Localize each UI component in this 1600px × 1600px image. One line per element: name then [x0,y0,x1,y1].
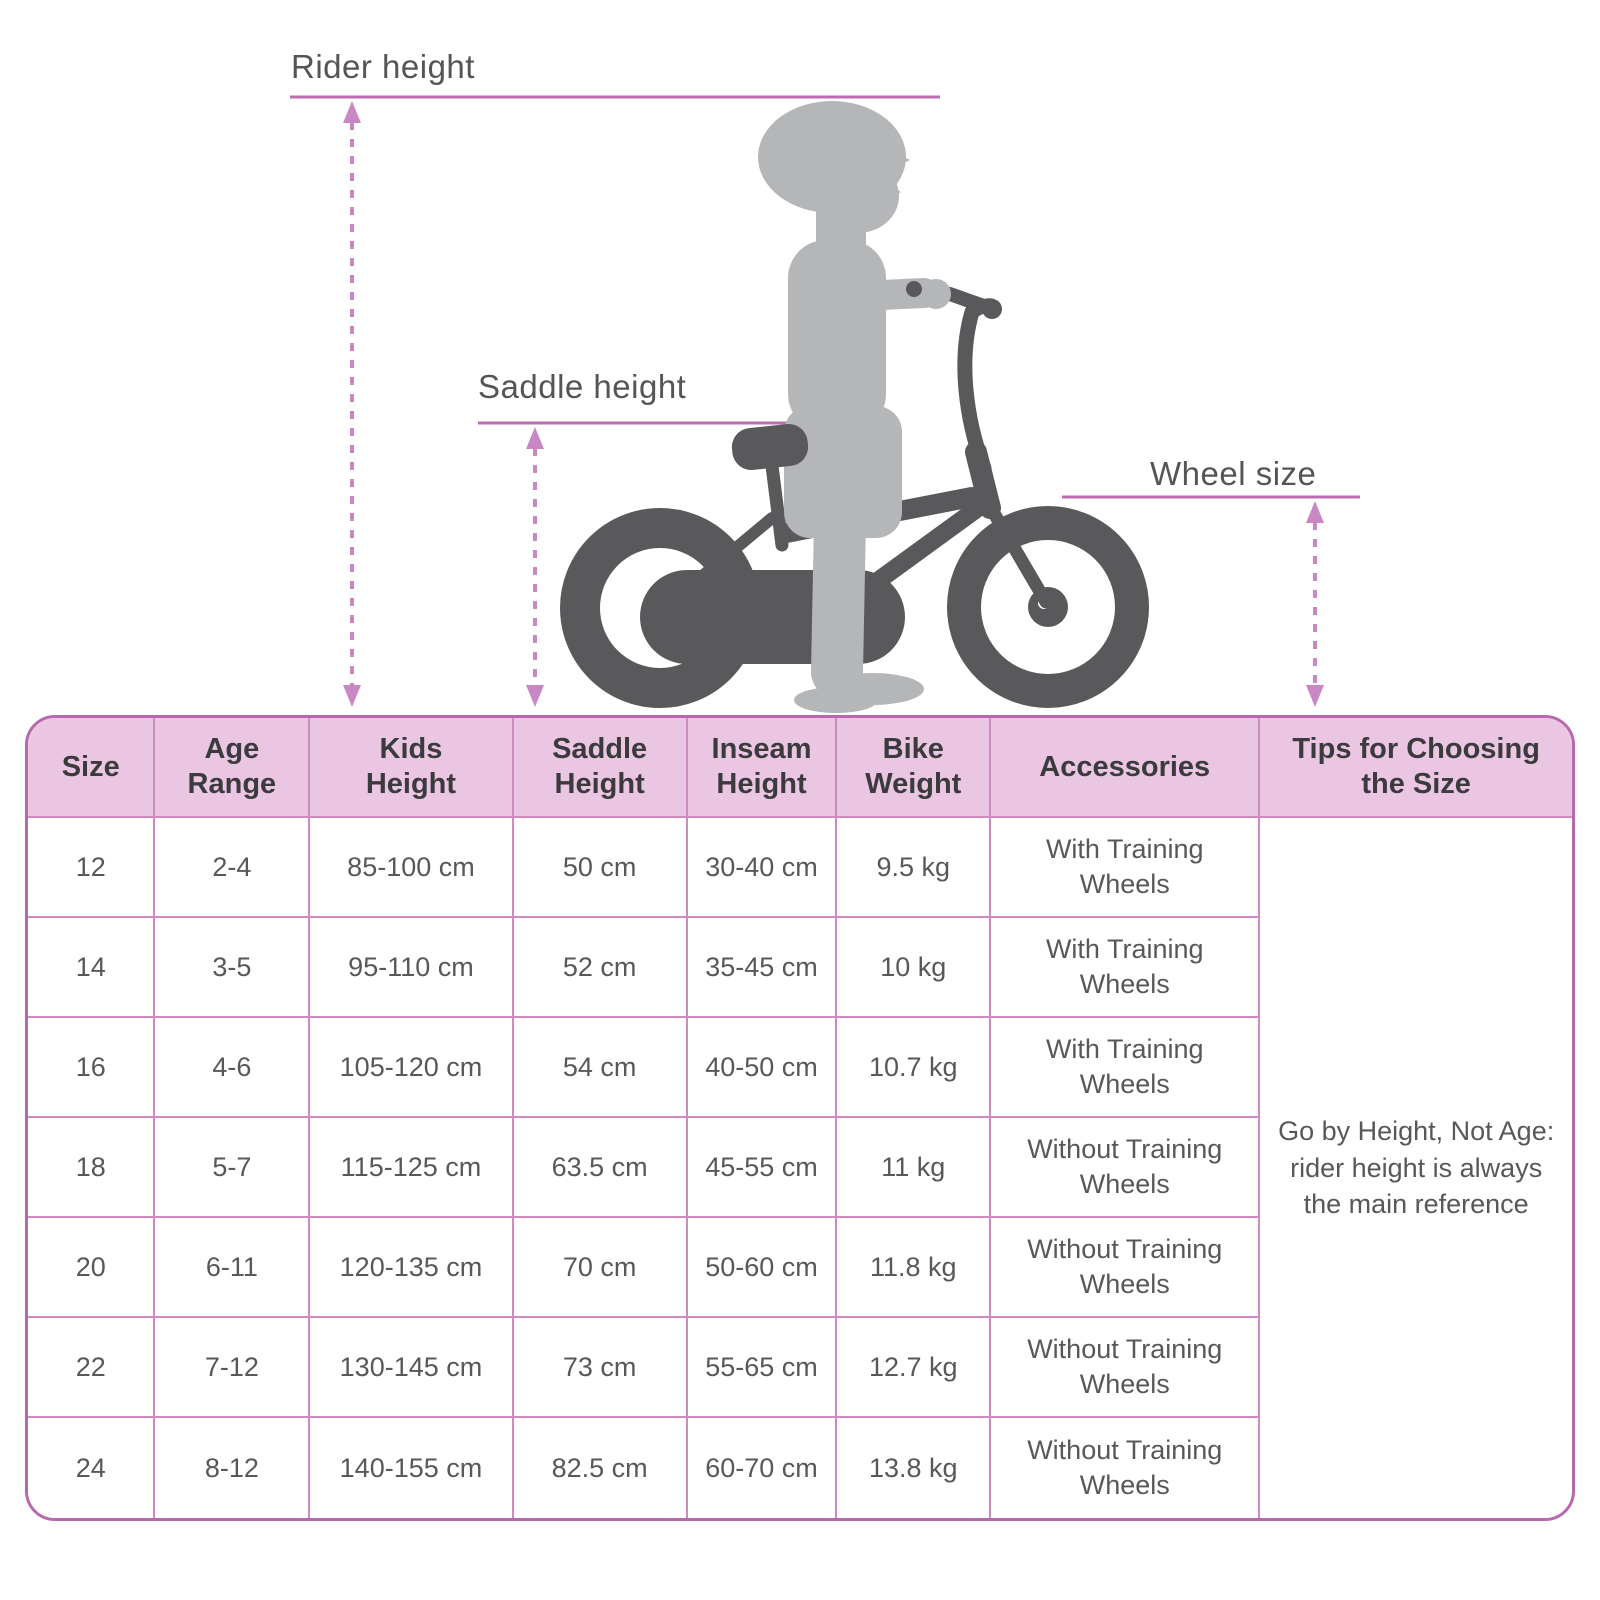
bike-measurement-illustration [0,0,1600,715]
cell-age-range: 6-11 [155,1218,310,1318]
cell-inseam-height: 45-55 cm [688,1118,838,1218]
column-header-kids-height: Kids Height [310,718,513,818]
rider-height-label: Rider height [291,48,475,85]
cell-saddle-height: 63.5 cm [514,1118,688,1218]
cell-tips-merged: Go by Height, Not Age: rider height is always the main reference [1260,818,1572,1518]
wheel-size-label: Wheel size [1150,455,1317,492]
cell-kids-height: 130-145 cm [310,1318,513,1418]
cell-saddle-height: 50 cm [514,818,688,918]
cell-age-range: 4-6 [155,1018,310,1118]
cell-inseam-height: 60-70 cm [688,1418,838,1518]
column-header-size: Size [28,718,155,818]
cell-size: 16 [28,1018,155,1118]
cell-size: 12 [28,818,155,918]
cell-kids-height: 105-120 cm [310,1018,513,1118]
cell-age-range: 2-4 [155,818,310,918]
cell-size: 14 [28,918,155,1018]
cell-size: 18 [28,1118,155,1218]
cell-age-range: 7-12 [155,1318,310,1418]
cell-saddle-height: 52 cm [514,918,688,1018]
cell-bike-weight: 10 kg [837,918,991,1018]
cell-kids-height: 140-155 cm [310,1418,513,1518]
cell-age-range: 3-5 [155,918,310,1018]
column-header-accessories: Accessories [991,718,1260,818]
cell-kids-height: 95-110 cm [310,918,513,1018]
cell-accessories: Without Training Wheels [991,1418,1260,1518]
cell-accessories: Without Training Wheels [991,1118,1260,1218]
cell-inseam-height: 30-40 cm [688,818,838,918]
cell-inseam-height: 40-50 cm [688,1018,838,1118]
column-header-tips: Tips for Choosing the Size [1260,718,1572,818]
cell-inseam-height: 35-45 cm [688,918,838,1018]
cell-accessories: With Training Wheels [991,918,1260,1018]
table-row-size-12 [28,818,1572,918]
cell-age-range: 8-12 [155,1418,310,1518]
column-header-bike-weight: Bike Weight [837,718,991,818]
cell-bike-weight: 11 kg [837,1118,991,1218]
cell-accessories: Without Training Wheels [991,1218,1260,1318]
cell-bike-weight: 13.8 kg [837,1418,991,1518]
cell-kids-height: 120-135 cm [310,1218,513,1318]
cell-bike-weight: 9.5 kg [837,818,991,918]
cell-kids-height: 115-125 cm [310,1118,513,1218]
cell-saddle-height: 73 cm [514,1318,688,1418]
cell-size: 20 [28,1218,155,1318]
cell-inseam-height: 55-65 cm [688,1318,838,1418]
cell-inseam-height: 50-60 cm [688,1218,838,1318]
cell-saddle-height: 70 cm [514,1218,688,1318]
saddle-height-label: Saddle height [478,368,687,405]
cell-bike-weight: 12.7 kg [837,1318,991,1418]
cell-accessories: Without Training Wheels [991,1318,1260,1418]
cell-bike-weight: 10.7 kg [837,1018,991,1118]
cell-accessories: With Training Wheels [991,818,1260,918]
cell-saddle-height: 54 cm [514,1018,688,1118]
column-header-age-range: Age Range [155,718,310,818]
column-header-saddle-height: Saddle Height [514,718,688,818]
cell-size: 24 [28,1418,155,1518]
cell-kids-height: 85-100 cm [310,818,513,918]
header-row [28,718,1572,818]
cell-saddle-height: 82.5 cm [514,1418,688,1518]
cell-bike-weight: 11.8 kg [837,1218,991,1318]
cell-age-range: 5-7 [155,1118,310,1218]
cell-size: 22 [28,1318,155,1418]
size-chart-table [25,715,1575,1521]
cell-accessories: With Training Wheels [991,1018,1260,1118]
column-header-inseam-height: Inseam Height [688,718,838,818]
